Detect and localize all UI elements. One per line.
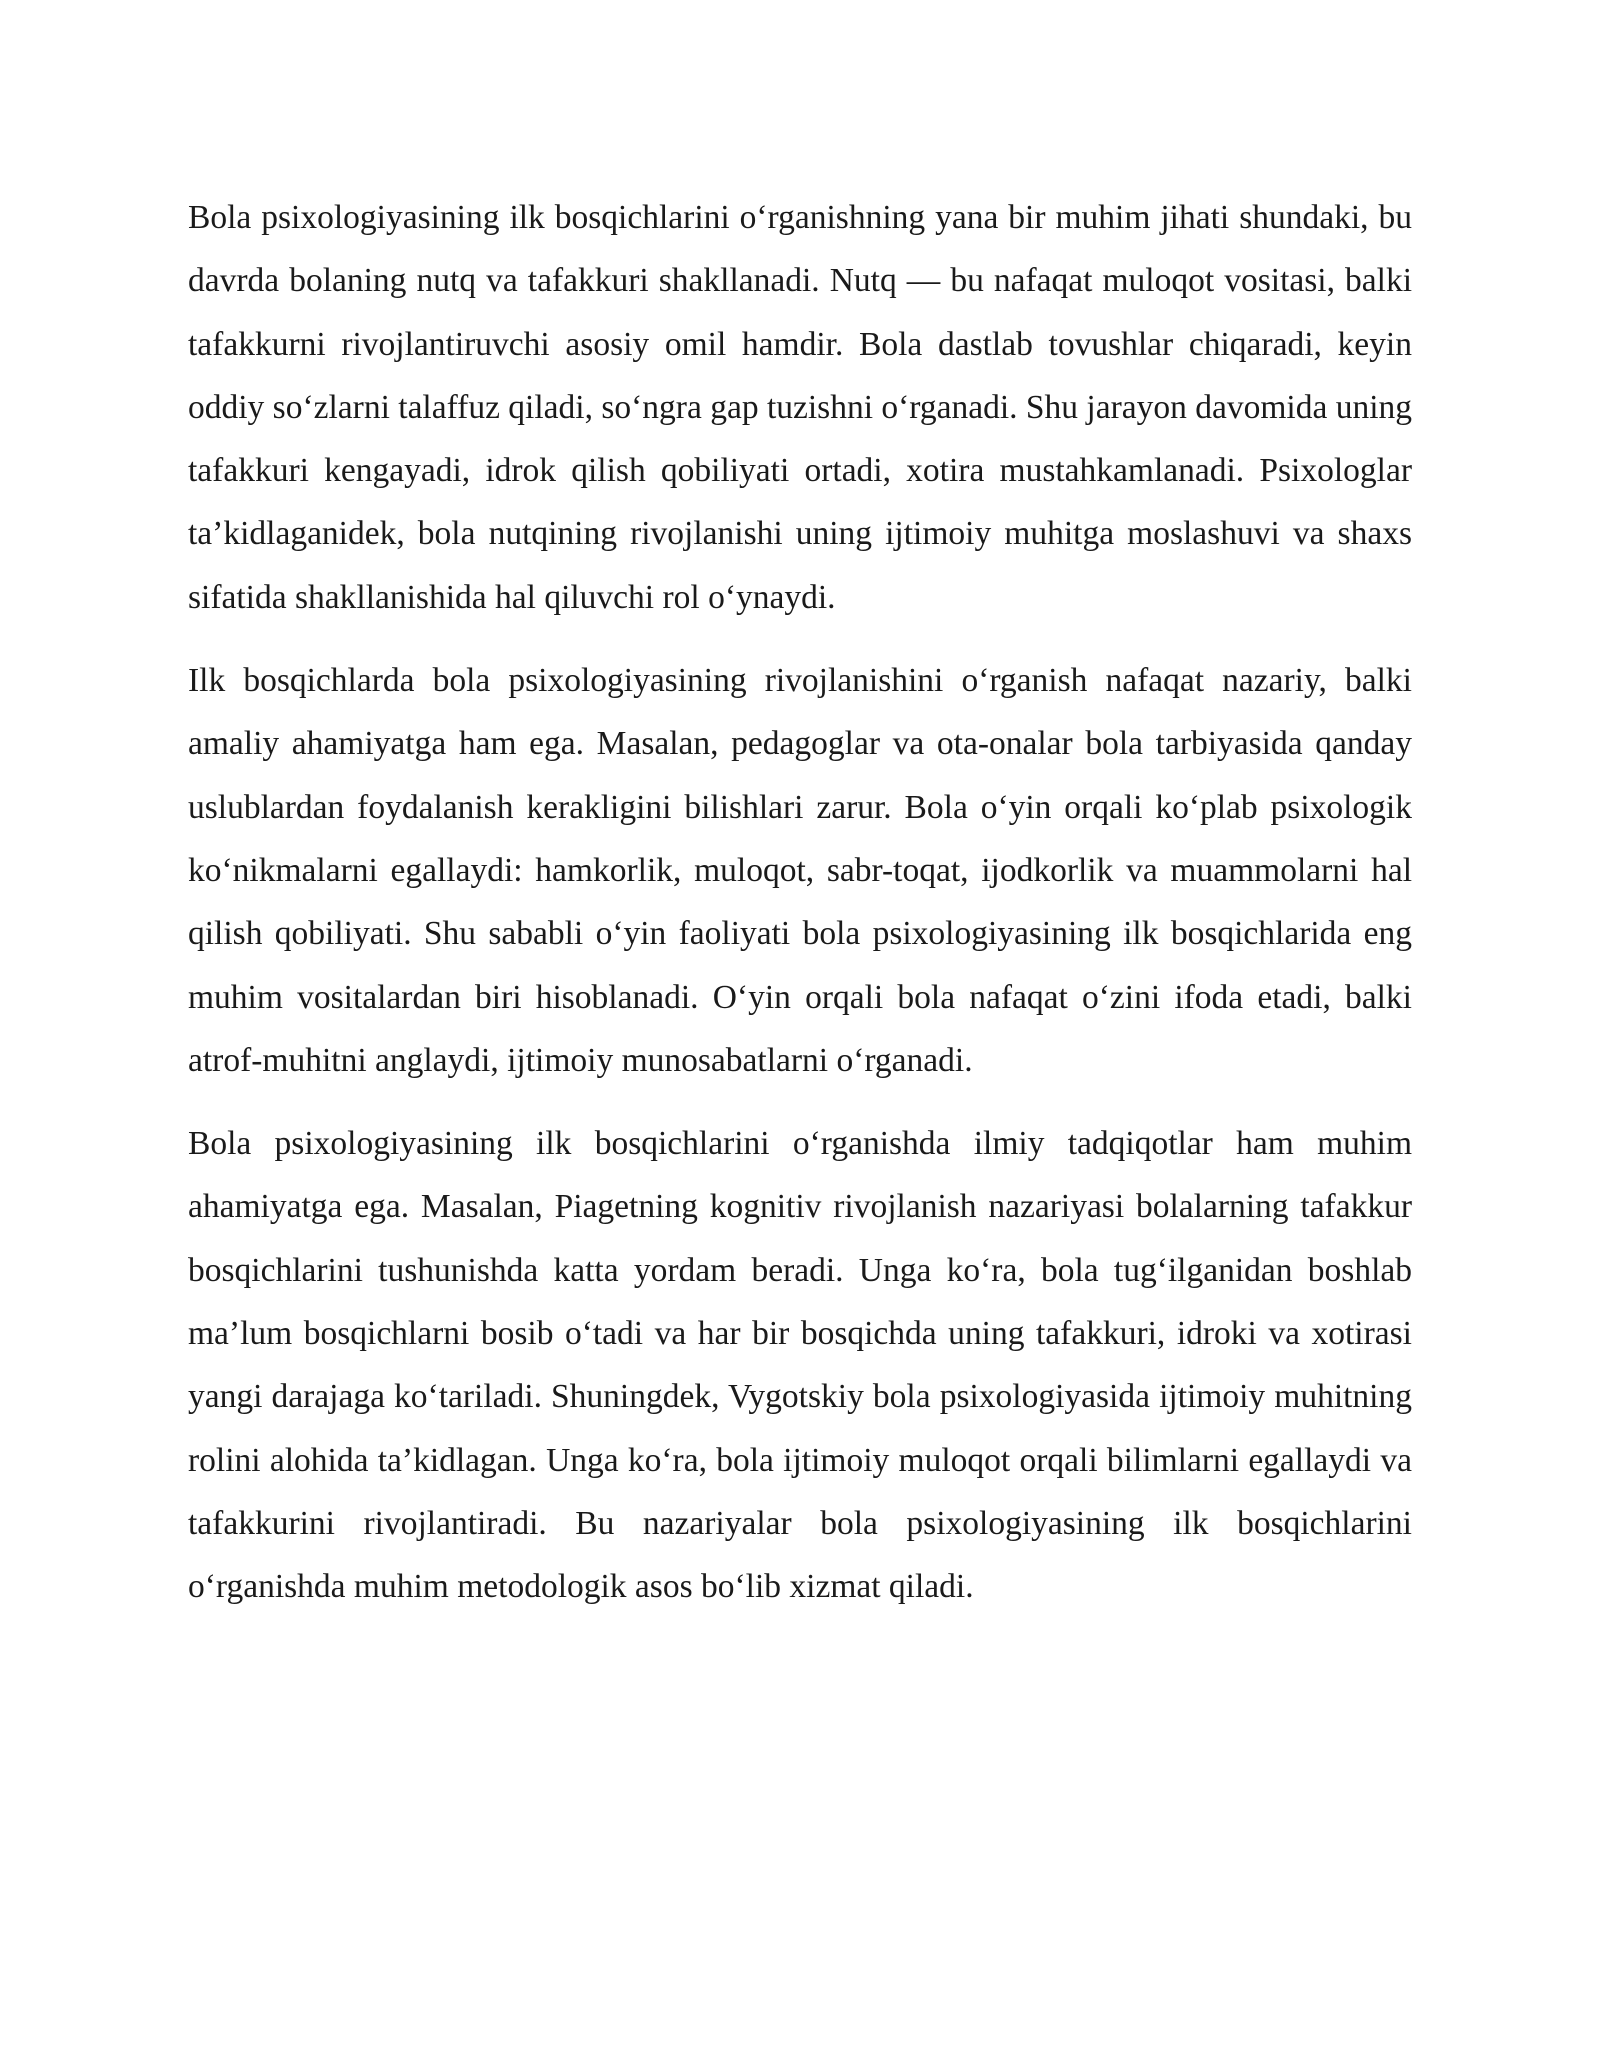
- paragraph-2: Ilk bosqichlarda bola psixologiyasining rivojlanishini o‘rganish nafaqat nazariy, balki amaliy ahamiyatga ham ega. Masalan, pedagoglar va ota-onalar bola tarbiyasida qanday uslublardan foydalanish kerakligini bilishlari zarur. Bola o‘yin orqali ko‘plab psixologik ko‘nikmalarni egallaydi: hamkorlik, muloqot, sabr-toqat, ijodkorlik va muammolarni hal qilish qobiliyati. Shu sababli o‘yin faoliyati bola psixologiyasining ilk bosqichlarida eng muhim vositalardan biri hisoblanadi. O‘yin orqali bola nafaqat o‘zini ifoda etadi, balki atrof-muhitni anglaydi, ijtimoiy munosabatlarni o‘rganadi.: [188, 662, 1412, 1079]
- paragraph-3: Bola psixologiyasining ilk bosqichlarini o‘rganishda ilmiy tadqiqotlar ham muhim ahamiyatga ega. Masalan, Piagetning kognitiv rivojlanish nazariyasi bolalarning tafakkur bosqichlarini tushunishda katta yordam beradi. Unga ko‘ra, bola tug‘ilganidan boshlab ma’lum bosqichlarni bosib o‘tadi va har bir bosqichda uning tafakkuri, idroki va xotirasi yangi darajaga ko‘tariladi. Shuningdek, Vygotskiy bola psixologiyasida ijtimoiy muhitning rolini alohida ta’kidlagan. Unga ko‘ra, bola ijtimoiy muloqot orqali bilimlarni egallaydi va tafakkurini rivojlantiradi. Bu nazariyalar bola psixologiyasining ilk bosqichlarini o‘rganishda muhim metodologik asos bo‘lib xizmat qiladi.: [188, 1125, 1412, 1606]
- document-body: [188, 186, 1412, 1639]
- paragraph-1: Bola psixologiyasining ilk bosqichlarini o‘rganishning yana bir muhim jihati shundaki, bu davrda bolaning nutq va tafakkuri shakllanadi. Nutq — bu nafaqat muloqot vositasi, balki tafakkurni rivojlantiruvchi asosiy omil hamdir. Bola dastlab tovushlar chiqaradi, keyin oddiy so‘zlarni talaffuz qiladi, so‘ngra gap tuzishni o‘rganadi. Shu jarayon davomida uning tafakkuri kengayadi, idrok qilish qobiliyati ortadi, xotira mustahkamlanadi. Psixologlar ta’kidlaganidek, bola nutqining rivojlanishi uning ijtimoiy muhitga moslashuvi va shaxs sifatida shakllanishida hal qiluvchi rol o‘ynaydi.: [188, 199, 1413, 616]
